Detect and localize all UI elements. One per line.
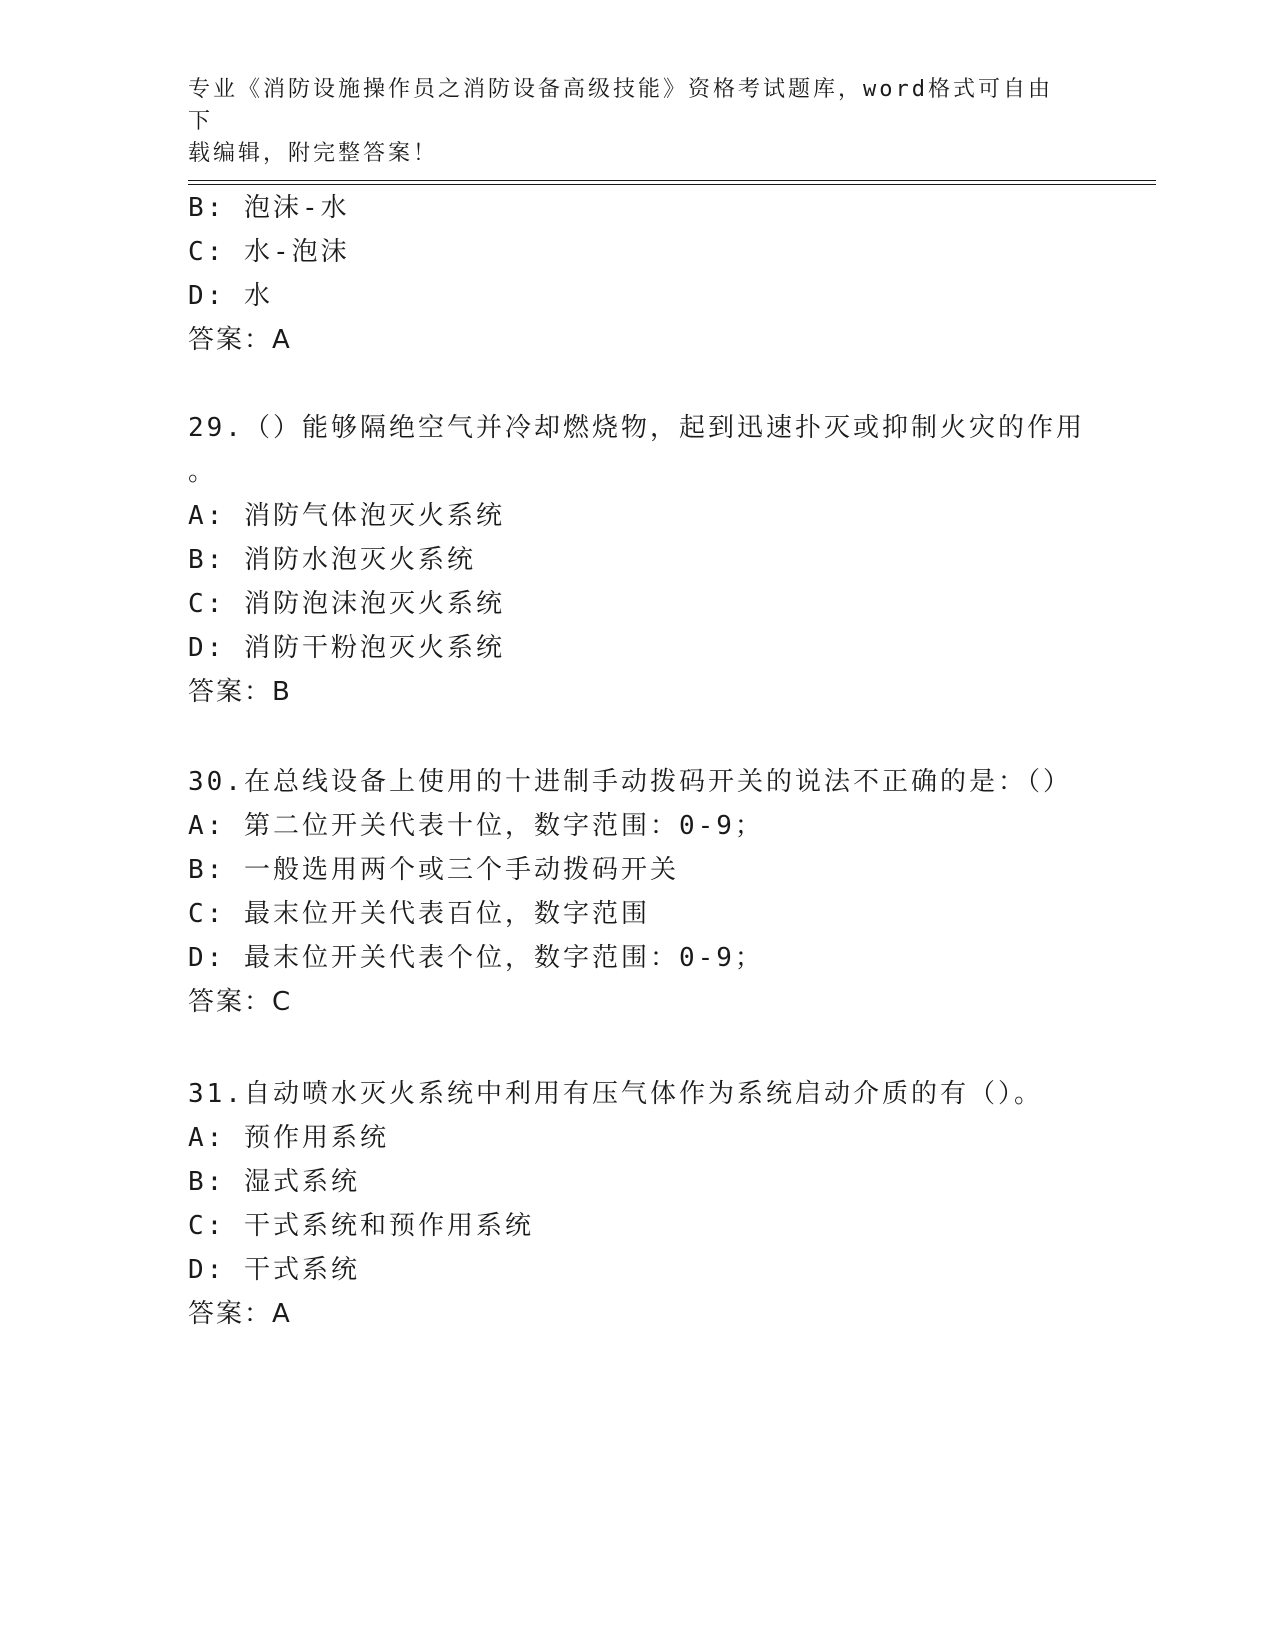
question-29-stem-continued: 。 <box>188 457 218 487</box>
option-d: D: 干式系统 <box>188 1255 360 1285</box>
option-b: B: 消防水泡灭火系统 <box>188 545 476 575</box>
option-a: A: 预作用系统 <box>188 1123 389 1153</box>
option-b: B: 一般选用两个或三个手动拨码开关 <box>188 855 679 885</box>
question-29-stem: 29.（）能够隔绝空气并冷却燃烧物，起到迅速扑灭或抑制火灾的作用 <box>188 413 1085 443</box>
answer: 答案：A <box>188 325 292 355</box>
option-c: C: 最末位开关代表百位，数字范围 <box>188 899 650 929</box>
option-c: C: 消防泡沫泡灭火系统 <box>188 589 505 619</box>
option-d: D: 最末位开关代表个位，数字范围：0-9； <box>188 943 764 973</box>
answer: 答案：B <box>188 677 292 707</box>
option-d: D: 消防干粉泡灭火系统 <box>188 633 505 663</box>
header-line-1: 专业《消防设施操作员之消防设备高级技能》资格考试题库，word格式可自由下 <box>188 77 1053 134</box>
answer: 答案：C <box>188 987 293 1017</box>
header-divider-bottom <box>188 184 1156 185</box>
header-line-2: 载编辑，附完整答案！ <box>188 141 439 166</box>
header-divider-top <box>188 180 1156 181</box>
option-a: A: 消防气体泡灭火系统 <box>188 501 505 531</box>
option-a: A: 第二位开关代表十位，数字范围：0-9； <box>188 811 764 841</box>
question-31-stem: 31.自动喷水灭火系统中利用有压气体作为系统启动介质的有（）。 <box>188 1079 1043 1109</box>
option-d: D: 水 <box>188 281 273 311</box>
question-30-stem: 30.在总线设备上使用的十进制手动拨码开关的说法不正确的是：（） <box>188 767 1072 797</box>
document-header <box>188 74 1068 170</box>
option-c: C: 水-泡沫 <box>188 237 350 267</box>
answer: 答案：A <box>188 1299 292 1329</box>
option-c: C: 干式系统和预作用系统 <box>188 1211 534 1241</box>
option-b: B: 湿式系统 <box>188 1167 360 1197</box>
option-b: B: 泡沫-水 <box>188 193 350 223</box>
